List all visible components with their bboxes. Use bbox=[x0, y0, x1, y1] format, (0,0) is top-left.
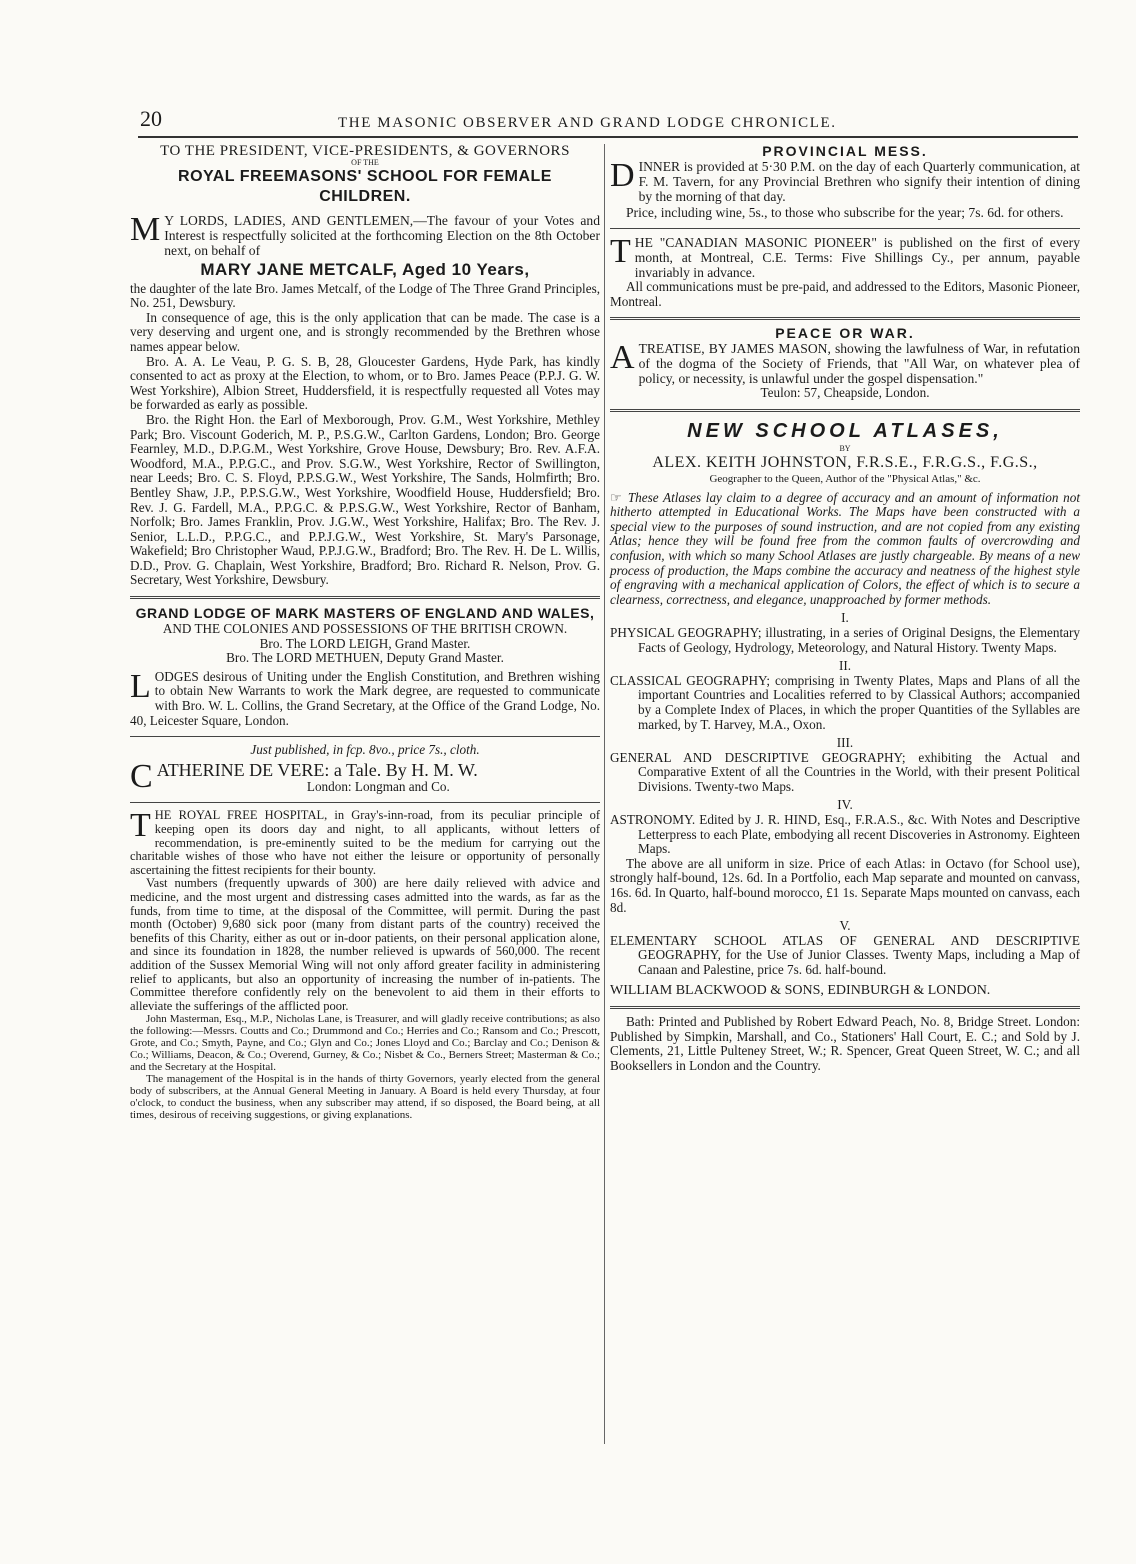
mark-subtitle: AND THE COLONIES AND POSSESSIONS OF THE BRITISH CROWN. bbox=[162, 621, 568, 637]
column-divider bbox=[604, 144, 605, 1444]
atlas-item: ASTRONOMY. Edited by J. R. HIND, Esq., F.R.A.S., &c. With Notes and Descriptive Letterpress to each Plate, embodying all recent Discoveries in Astronomy. Eighteen Maps. bbox=[610, 812, 1080, 857]
book-title: CATHERINE DE VERE: a Tale. By H. M. W. bbox=[130, 757, 478, 795]
mark-masters-notice bbox=[130, 605, 600, 728]
hospital-para2: Vast numbers (frequently upwards of 300) are here daily relieved with advice and medicine, and the most urgent and distressing cases admitted into the wards, as far as the funds, from time to time, at the disposal of the Committee, will permit. During the past month (October) 9,680 sick poor (many from distant parts of the country) received the benefits of this Charity, either as out or in-door patients, on their personal application alone, and since its foundation in 1828, the number relieved is upwards of 560,000. The recent addition of the Sussex Memorial Wing will not only afford greater facility in administering relief to applicants, but also an opportunity of increasing the number of in-patients. The Committee therefore confidently rely on the benevolent to aid them in their efforts to alleviate the sufferings of the afflicted poor. bbox=[130, 876, 600, 1013]
atlas-uniform-price: The above are all uniform in size. Price of each Atlas: in Octavo (for School use), strongly half-bound, 12s. 6d. In a Portfolio, each Map separate and mounted on canvass, 16s. 6d. In Quarto, half-bound morocco, £1 1s. Separate Maps mounted on canvass, each 8d. bbox=[610, 855, 1080, 915]
drop-cap: M bbox=[130, 210, 161, 248]
mess-title: PROVINCIAL MESS. bbox=[762, 143, 928, 159]
brethren-paragraph: Bro. the Right Hon. the Earl of Mexborough, Prov. G.M., West Yorkshire, Methley Park; Bro. Viscount Goderich, M. P., P.S.G.W., Carlton Gardens, London; Bro. George Fearnley, M.D., D.P.G.M., West Yorkshire, Grove House, Dewsbury; Bro. Rev. A.F.A. Woodford, M.A., P.P.G.C., and Prov. S.G.W., West Yorkshire, Rector of Swillington, near Leeds; Bro. C. S. Floyd, P.P.S.G.W., West Yorkshire, The Sands, Holmfirth; Bro. Bentley Shaw, J.P., P.P.S.G.W., West Yorkshire, Woodfield House, Huddersfield; Bro. Rev. J. G. Fardell, M.A., P.P.G.C. & P.P.S.G.W., West Yorkshire, Rector of Banham, Norfolk; Bro. James Franklin, Prov. J.G.W., West Yorkshire, Halifax; Bro. The Rev. J. Senior, L.L.D., P.P.G.C., and P.P.J.G.W., West Yorkshire, St. Mary's Parsonage, Wakefield; Bro Christopher Waud, P.P.J.G.W., Bradford; Bro. The Rev. H. De L. Willis, D.D., Prov. G. Chaplain, West Yorkshire, Bradford; Bro. Richard R. Nelson, Prov. G. Secretary, West Yorkshire, Dewsbury. bbox=[130, 411, 600, 588]
age-paragraph: In consequence of age, this is the only application that can be made. The case is a very deserving and urgent one, and is strongly recommended by the Brethren whose names appear below. bbox=[130, 309, 600, 354]
left-column bbox=[130, 144, 600, 1127]
proxy-paragraph: Bro. A. A. Le Veau, P. G. S. B, 28, Gloucester Gardens, Hyde Park, has kindly consented to act as proxy at the Election, to whom, or to Bro. James Peace (P.P.J. G. W. West Yorkshire), Albion Street, Huddersfield, it is respectfully requested all Votes may be forwarded as early as possible. bbox=[130, 353, 600, 413]
section-rule bbox=[610, 317, 1080, 320]
peace-body: ATREATISE, BY JAMES MASON, showing the lawfulness of War, in refutation of the dogma of the Society of Friends, that "All War, on whatever plea of policy, or necessity, is unlawful under the gospel dispensation." bbox=[610, 339, 1080, 386]
candidate-parentage: the daughter of the late Bro. James Metcalf, of the Lodge of The Three Grand Principles, No. 251, Dewsbury. bbox=[130, 280, 600, 311]
atlas-item-num: II. bbox=[838, 658, 852, 674]
page-number: 20 bbox=[140, 106, 162, 131]
atlas-item: PHYSICAL GEOGRAPHY; illustrating, in a series of Original Designs, the Elementary Facts of Geology, Hydrology, Meteorology, and Natural History. Twenty Maps. bbox=[610, 624, 1080, 655]
atlas-item-num: IV. bbox=[837, 797, 853, 813]
atlases-intro: ☞ These Atlases lay claim to a degree of accuracy and an amount of information not hitherto attempted in Educational Works. The Maps have been constructed with a special view to the purposes of sound instruction, and are not copied from any existing Atlas; hence they will be found free from the common faults of overcrowding and confusion, with which so many School Atlases are justly chargeable. By means of a new process of production, the Maps combine the accuracy and neatness of the highest style of engraving with a mechanical application of Colors, the effect of which is to secure a clearness, correctness, and elegance, unapproached by former methods. bbox=[610, 489, 1080, 607]
drop-cap: A bbox=[610, 339, 635, 376]
atlases-title: NEW SCHOOL ATLASES, bbox=[687, 419, 1003, 442]
section-rule bbox=[130, 596, 600, 599]
book-publisher: London: Longman and Co. bbox=[306, 778, 450, 794]
canadian-pioneer bbox=[610, 235, 1080, 309]
school-notice bbox=[130, 144, 600, 588]
pioneer-note: All communications must be pre-paid, and addressed to the Editors, Masonic Pioneer, Montreal. bbox=[610, 279, 1080, 309]
hospital-para3: John Masterman, Esq., M.P., Nicholas Lane, is Treasurer, and will gladly receive contributions; as also the following:—Messrs. Coutts and Co.; Drummond and Co.; Herries and Co.; Ransom and Co.; Prescott, Grote, and Co.; Smyth, Payne, and Co.; Glyn and Co.; Jones Lloyd and Co.; Barclay and Co.; Denison & Co.; Williams, Deacon, & Co.; Overend, Gurney, & Co.; Nisbet & Co., Berners Street; Masterman & Co.; and the Secretary at the Hospital. bbox=[130, 1013, 600, 1074]
grand-master: Bro. The LORD LEIGH, Grand Master. bbox=[259, 635, 471, 651]
section-rule bbox=[610, 228, 1080, 229]
mess-body: DINNER is provided at 5·30 P.M. on the day of each Quarterly communication, at F. M. Tavern, for any Provincial Brethren who signify their intention of dining by the morning of that day. bbox=[610, 156, 1080, 205]
section-rule bbox=[610, 409, 1080, 412]
printer-imprint: Bath: Printed and Published by Robert Edward Peach, No. 8, Bridge Street. London: Published by Simpkin, Marshall, and Co., Stationers' Hall Court, E. C.; and Sold by J. Clements, 21, Little Pulteney Street, W.; R. Spencer, Great Queen Street, W. C.; and all Booksellers in London and the Country. bbox=[610, 1014, 1080, 1073]
book-advert bbox=[130, 743, 600, 794]
candidate-name: MARY JANE METCALF, Aged 10 Years, bbox=[200, 259, 530, 279]
hospital-notice bbox=[130, 809, 600, 1121]
peace-or-war bbox=[610, 326, 1080, 400]
school-name: ROYAL FREEMASONS' SCHOOL FOR FEMALE CHILDREN. bbox=[178, 167, 552, 205]
provincial-mess bbox=[610, 144, 1080, 220]
deputy-grand-master: Bro. The LORD METHUEN, Deputy Grand Master. bbox=[226, 650, 504, 666]
school-of-the: OF THE bbox=[351, 157, 379, 167]
drop-cap: D bbox=[610, 156, 635, 194]
running-head: THE MASONIC OBSERVER AND GRAND LODGE CHRONICLE. bbox=[338, 115, 837, 131]
section-rule bbox=[130, 736, 600, 737]
peace-title: PEACE OR WAR. bbox=[775, 325, 915, 342]
book-published: Just published, in fcp. 8vo., price 7s., cloth. bbox=[250, 742, 480, 758]
right-column bbox=[610, 144, 1080, 1074]
atlas-item: GENERAL AND DESCRIPTIVE GEOGRAPHY; exhibiting the Actual and Comparative Extent of all the Countries in the World, with their present Political Divisions. Twenty-two Maps. bbox=[610, 749, 1080, 794]
atlas-item-num: V. bbox=[839, 918, 851, 934]
mark-body: LODGES desirous of Uniting under the English Constitution, and Brethren wishing to obtain New Warrants to work the Mark degree, are requested to communicate with Bro. W. L. Collins, the Grand Secretary, at the Office of the Grand Lodge, No. 40, Leicester Square, London. bbox=[130, 667, 600, 728]
atlas-item: ELEMENTARY SCHOOL ATLAS OF GENERAL AND DESCRIPTIVE GEOGRAPHY, for the Use of Junior Classes. Twenty Maps, including a Map of Canaan and Palestine, price 7s. 6d. half-bound. bbox=[610, 932, 1080, 977]
pointing-hand-icon: ☞ bbox=[610, 489, 622, 505]
school-intro: M Y LORDS, LADIES, AND GENTLEMEN,—The favour of your Votes and Interest is respectfully solicited at the forthcoming Election on the 8th October next, on behalf of bbox=[130, 210, 600, 258]
atlases-by: BY bbox=[839, 443, 851, 453]
atlases-author-title: Geographer to the Queen, Author of the "Physical Atlas," &c. bbox=[709, 472, 981, 485]
drop-cap: T bbox=[610, 233, 631, 271]
school-to-line: TO THE PRESIDENT, VICE-PRESIDENTS, & GOVERNORS bbox=[160, 143, 570, 159]
mess-price: Price, including wine, 5s., to those who subscribe for the year; 7s. 6d. for others. bbox=[626, 204, 1064, 220]
page-header bbox=[138, 106, 1078, 138]
drop-cap: L bbox=[130, 667, 151, 705]
school-atlases bbox=[610, 418, 1080, 999]
atlases-author: ALEX. KEITH JOHNSTON, F.R.S.E., F.R.G.S., F.G.S., bbox=[652, 453, 1038, 471]
peace-publisher: Teulon: 57, Cheapside, London. bbox=[760, 385, 930, 400]
hospital-para4: The management of the Hospital is in the hands of thirty Governors, yearly elected from the general body of subscribers, at the Annual General Meeting in January. A Board is held every Thursday, at four o'clock, to conduct the business, when any subscriber may attend, if so disposed, the Board being, at all times, desirous of receiving suggestions, or giving explanations. bbox=[130, 1073, 600, 1122]
section-rule bbox=[130, 802, 600, 803]
atlas-item-num: I. bbox=[841, 610, 849, 626]
hospital-intro: THE ROYAL FREE HOSPITAL, in Gray's-inn-road, from its peculiar principle of keeping open its doors day and night, to all applicants, without letters of recommendation, is pre-eminently suited to be the medium for carrying out the charitable wishes of those who have not either the leisure or opportunity of personally ascertaining the fittest recipients for their bounty. bbox=[130, 807, 600, 877]
pioneer-body: THE "CANADIAN MASONIC PIONEER" is published on the first of every month, at Montreal, C.E. Terms: Five Shillings Cy., per annum, payable invariably in advance. bbox=[610, 233, 1080, 281]
atlas-item: CLASSICAL GEOGRAPHY; comprising in Twenty Plates, Maps and Plans of all the important Countries and Localities referred to by Classical Authors; accompanied by a Complete Index of Places, in which the proper Quantities of the Syllables are marked, by T. Harvey, M.A., Oxon. bbox=[610, 672, 1080, 732]
drop-cap: T bbox=[130, 807, 151, 845]
atlas-item-num: III. bbox=[836, 735, 854, 751]
mark-title: GRAND LODGE OF MARK MASTERS OF ENGLAND AND WALES, bbox=[135, 605, 595, 622]
drop-cap: C bbox=[130, 757, 153, 795]
atlases-publisher: WILLIAM BLACKWOOD & SONS, EDINBURGH & LONDON. bbox=[610, 982, 991, 998]
section-rule bbox=[610, 1006, 1080, 1009]
